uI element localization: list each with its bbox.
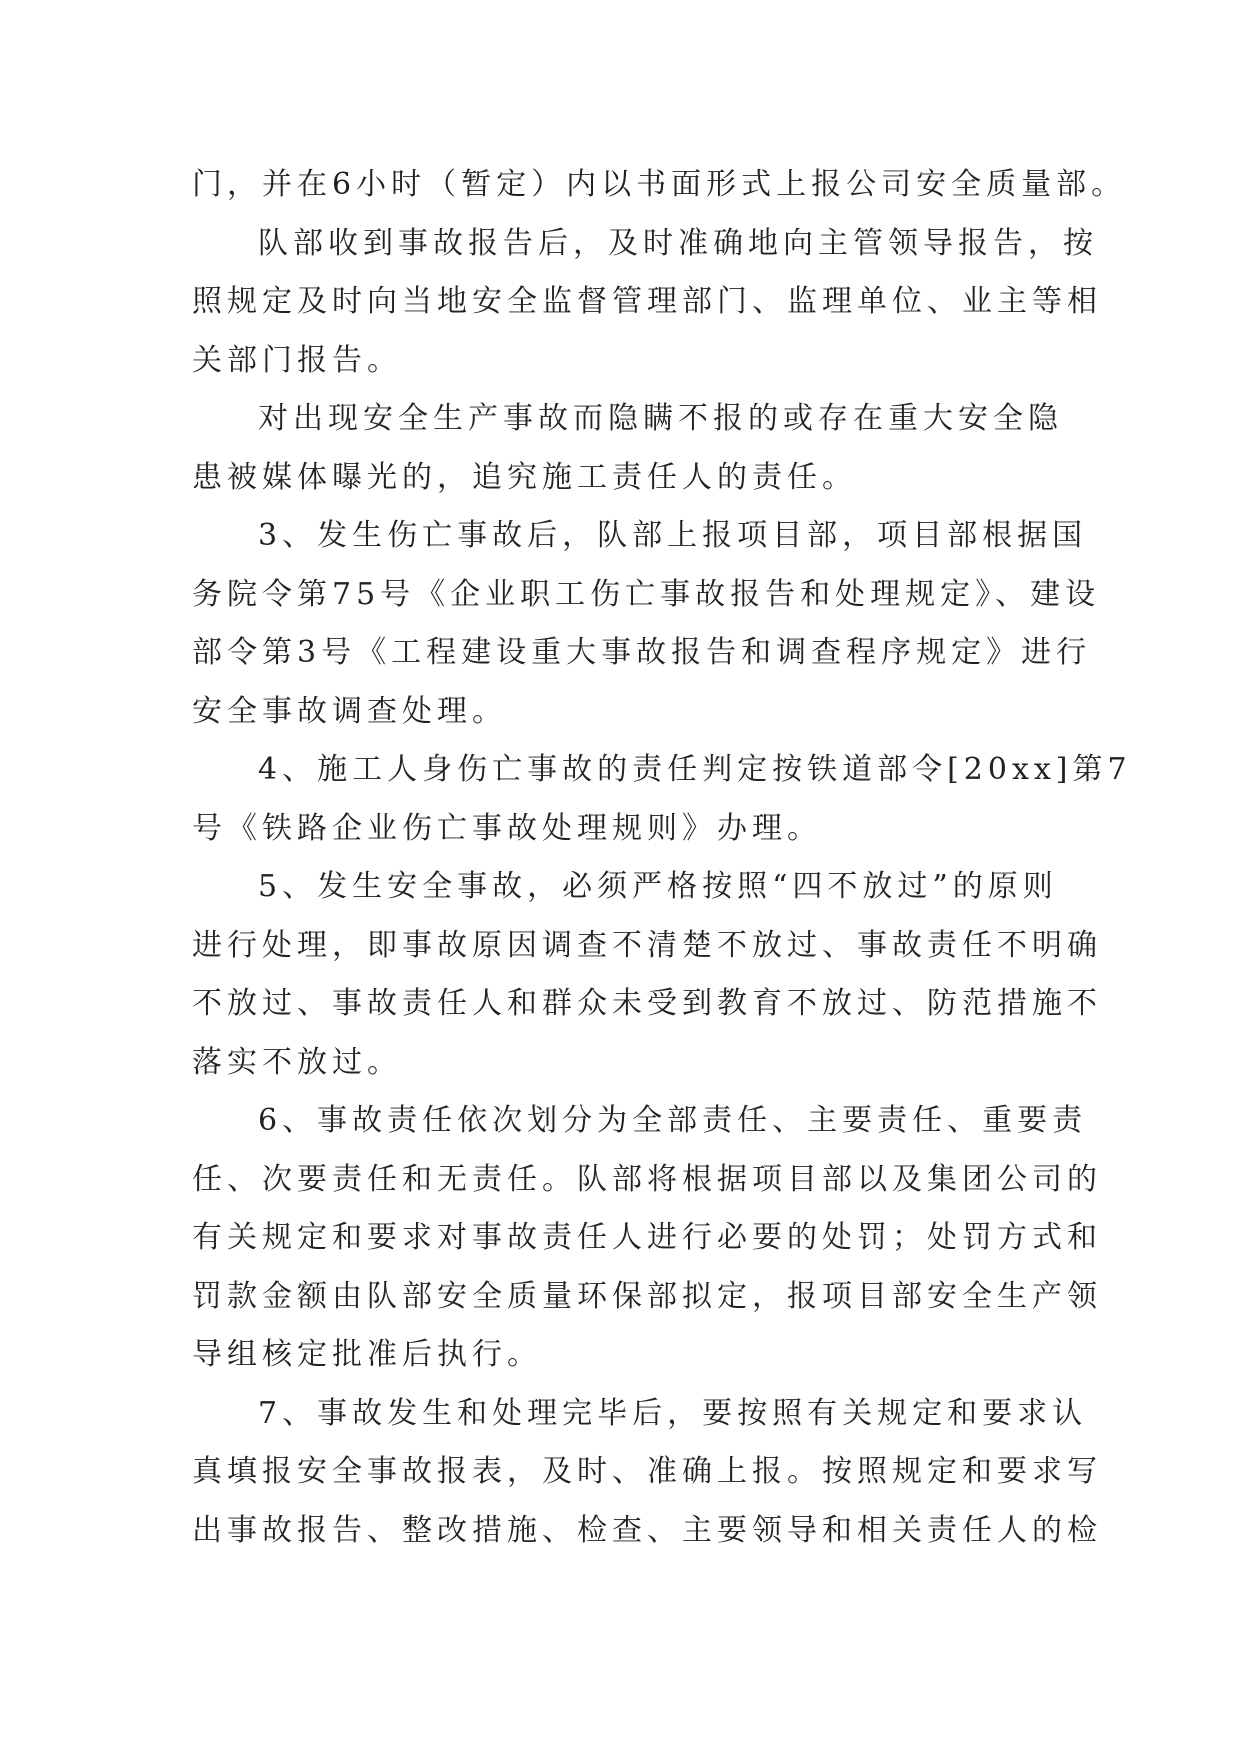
text-line: 进行处理，即事故原因调查不清楚不放过、事故责任不明确 (192, 927, 1102, 963)
text-line: 关部门报告。 (192, 342, 402, 378)
text-line: 真填报安全事故报表，及时、准确上报。按照规定和要求写 (192, 1454, 1102, 1489)
text-line: 号《铁路企业伤亡事故处理规则》办理。 (192, 810, 822, 846)
text-line: 队部收到事故报告后，及时准确地向主管领导报告，按 (258, 225, 1098, 261)
text-line: 不放过、事故责任人和群众未受到教育不放过、防范措施不 (192, 986, 1102, 1021)
text-line: 对出现安全生产事故而隐瞒不报的或存在重大安全隐 (258, 401, 1063, 436)
text-line: 任、次要责任和无责任。队部将根据项目部以及集团公司的 (192, 1161, 1102, 1197)
text-line: 患被媒体曝光的，追究施工责任人的责任。 (192, 459, 857, 495)
text-line: 4、施工人身伤亡事故的责任判定按铁道部令[20xx]第7 (258, 752, 1132, 787)
text-line: 出事故报告、整改措施、检查、主要领导和相关责任人的检 (192, 1512, 1102, 1548)
text-line: 7、事故发生和处理完毕后，要按照有关规定和要求认 (258, 1395, 1088, 1431)
text-line: 有关规定和要求对事故责任人进行必要的处罚；处罚方式和 (192, 1220, 1102, 1255)
text-line: 6、事故责任依次划分为全部责任、主要责任、重要责 (258, 1103, 1088, 1138)
document-body (192, 156, 1132, 1560)
text-line: 导组核定批准后执行。 (192, 1337, 542, 1372)
text-line: 罚款金额由队部安全质量环保部拟定，报项目部安全生产领 (192, 1278, 1102, 1314)
text-line: 照规定及时向当地安全监督管理部门、监理单位、业主等相 (192, 284, 1102, 319)
text-line: 3、发生伤亡事故后，队部上报项目部，项目部根据国 (258, 518, 1088, 553)
text-line: 5、发生安全事故，必须严格按照“四不放过”的原则 (258, 869, 1058, 904)
text-line: 部令第3号《工程建设重大事故报告和调查程序规定》进行 (192, 635, 1092, 670)
text-line: 务院令第75号《企业职工伤亡事故报告和处理规定》、建设 (192, 576, 1101, 612)
text-line: 安全事故调查处理。 (192, 693, 507, 729)
text-line: 门，并在6小时（暂定）内以书面形式上报公司安全质量部。 (192, 167, 1127, 202)
text-line: 落实不放过。 (192, 1044, 402, 1080)
